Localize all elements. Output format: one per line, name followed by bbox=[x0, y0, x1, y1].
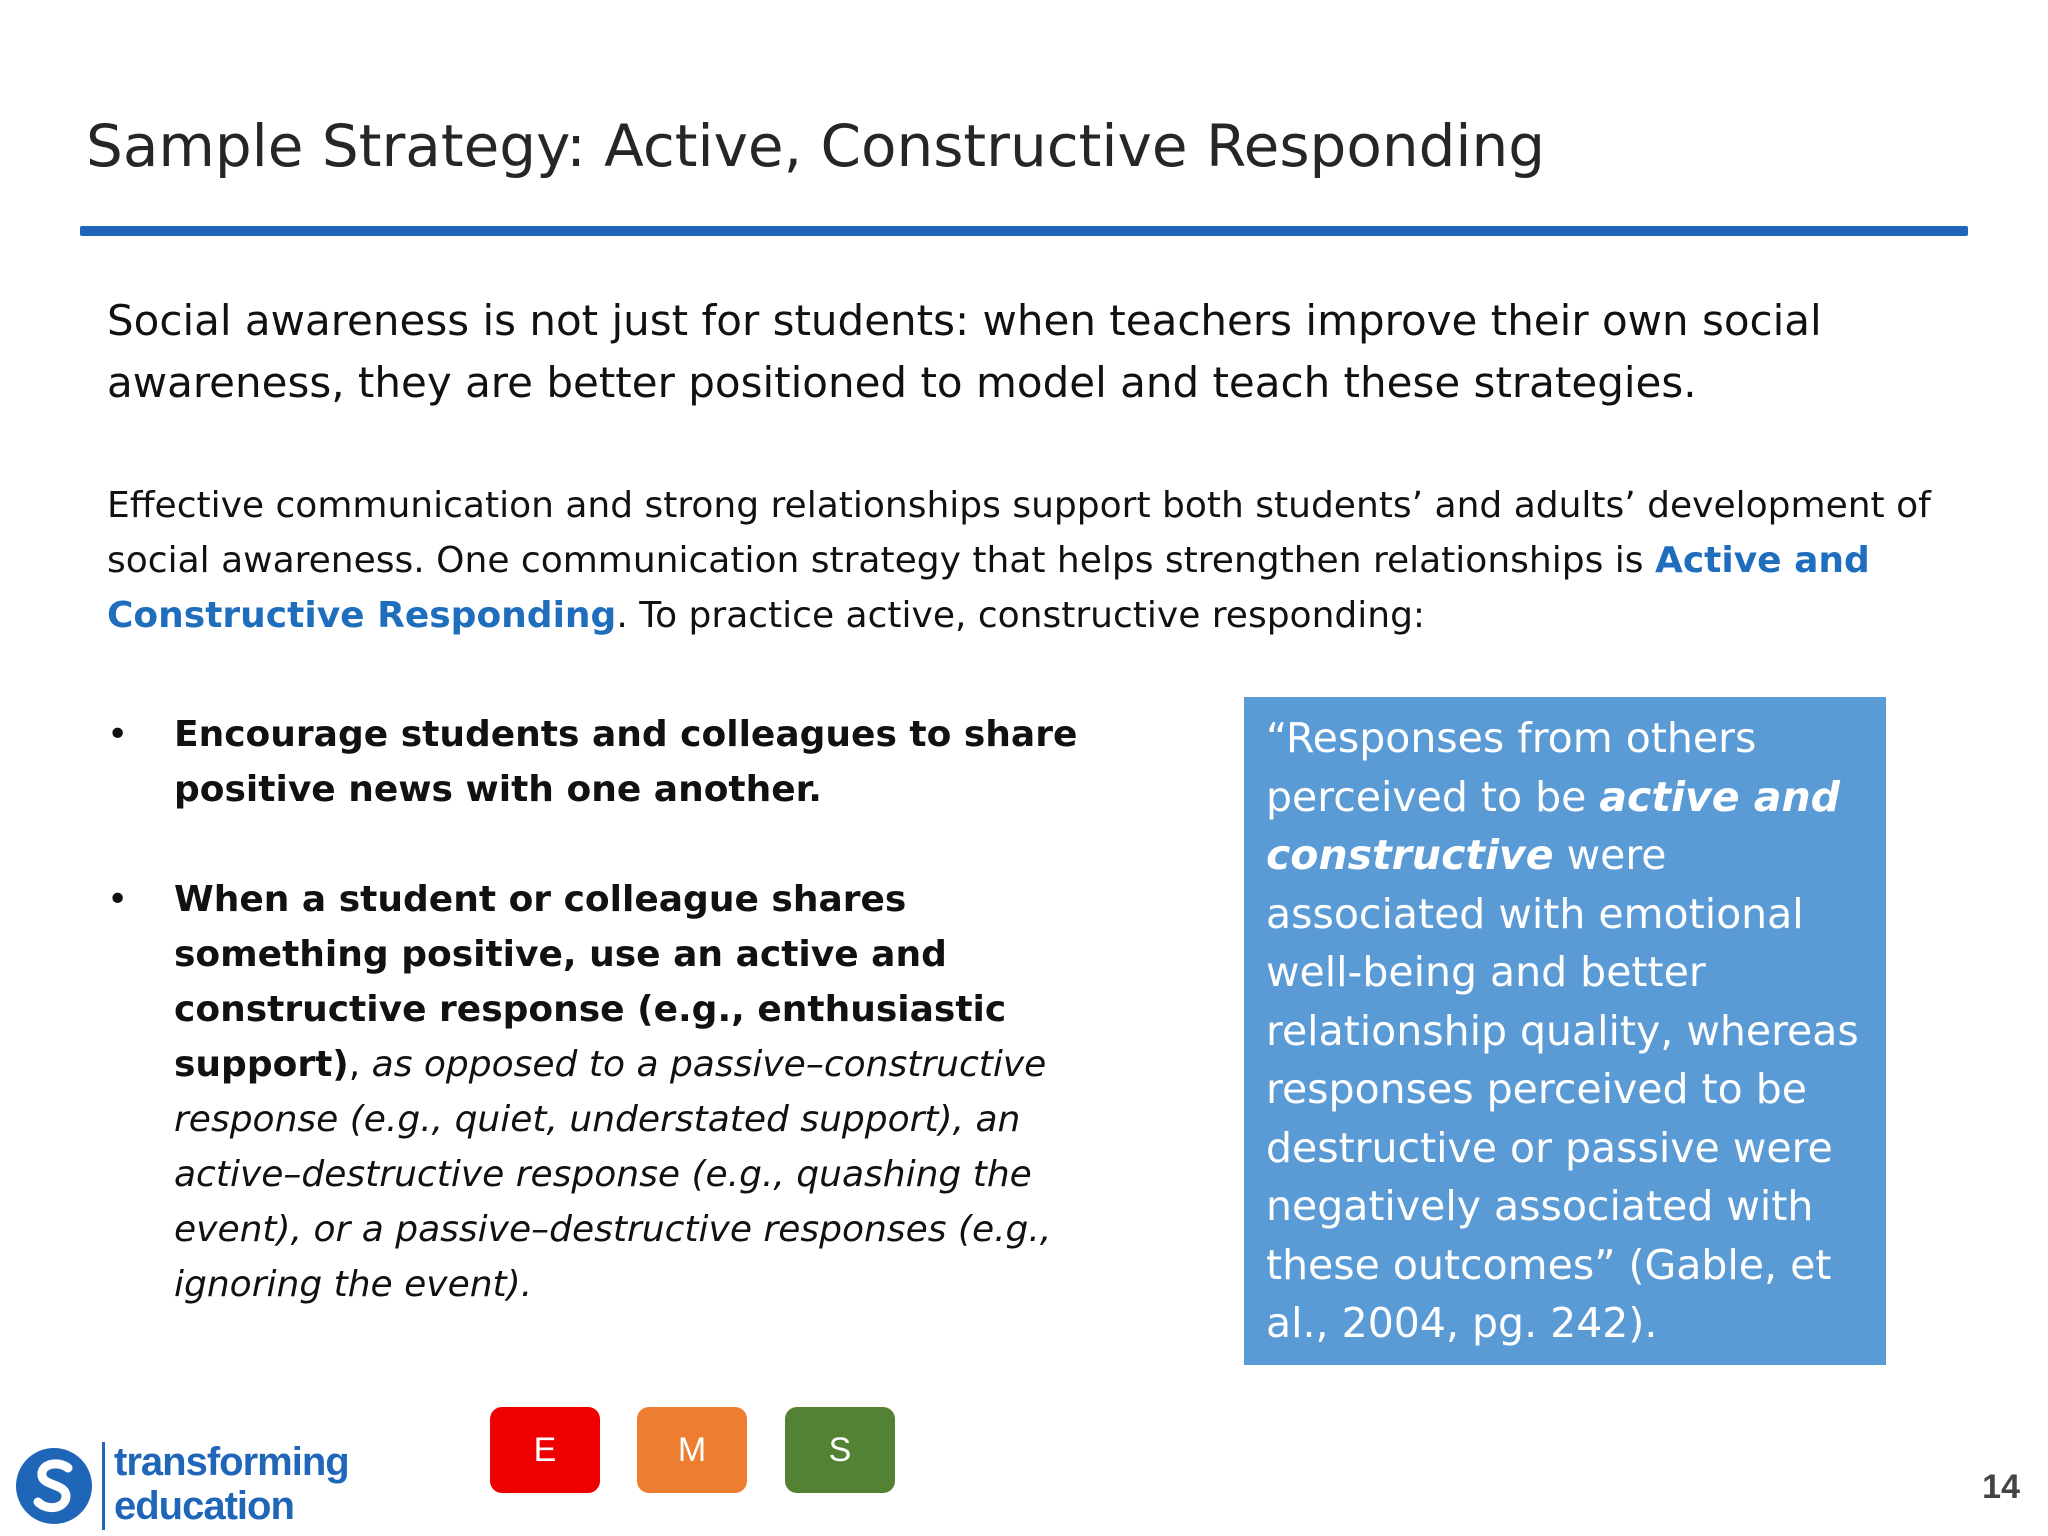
slide-title: Sample Strategy: Active, Constructive Responding bbox=[86, 112, 1546, 180]
intro-paragraph: Social awareness is not just for students: when teachers improve their own social awareness, they are better positioned to model and teach these strategies. bbox=[107, 296, 1822, 407]
logo-s-icon bbox=[14, 1440, 94, 1532]
bullet-item-share-news bbox=[107, 707, 1107, 817]
level-badge-elementary bbox=[490, 1407, 600, 1493]
level-badge-label: E bbox=[533, 1430, 557, 1469]
bullet-item-active-response bbox=[107, 872, 1107, 1312]
transforming-education-logo bbox=[14, 1440, 374, 1532]
bullet-marker: • bbox=[107, 714, 129, 755]
bullet-marker: • bbox=[107, 879, 129, 920]
bullet-italic-text: as opposed to a passive–constructive response (e.g., quiet, understated support), an active–destructive response (e.g., quashing the event), or a passive–destructive responses (e.g., ignoring the event). bbox=[174, 1044, 1052, 1305]
level-badge-label: S bbox=[828, 1430, 852, 1469]
quote-emphasis: active and constructive bbox=[1266, 772, 1841, 879]
level-badge-label: M bbox=[677, 1430, 707, 1469]
logo-divider bbox=[102, 1442, 105, 1530]
bullet-bold-text: Encourage students and colleagues to share positive news with one another. bbox=[174, 714, 1078, 810]
body-text-part1: Effective communication and strong relationships support both students’ and adults’ development of social awareness. One communication strategy that helps strengthen relationships is bbox=[107, 485, 1931, 581]
page-number: 14 bbox=[1982, 1468, 2020, 1506]
bullet-bold-text: When a student or colleague shares something positive, use an active and constructive response (e.g., enthusiastic support) bbox=[174, 879, 1007, 1085]
quote-text-part2: were associated with emotional well-being and better relationship quality, whereas responses perceived to be destructive or passive were negatively associated with these outcomes” (Gable, et al., 2004, pg. 242). bbox=[1266, 831, 1859, 1347]
body-paragraph bbox=[107, 478, 2007, 643]
title-underline bbox=[80, 226, 1968, 236]
bullet-separator: , bbox=[348, 1044, 372, 1085]
level-badge-middle bbox=[637, 1407, 747, 1493]
strategy-name-highlight: Active and Constructive Responding bbox=[107, 540, 1870, 636]
body-text-part2: . To practice active, constructive responding: bbox=[616, 595, 1426, 636]
research-quote-box bbox=[1244, 697, 1886, 1365]
quote-text-part1: “Responses from others perceived to be bbox=[1266, 714, 1757, 821]
strategy-bullet-list bbox=[107, 707, 1107, 1367]
logo-text-line2: education bbox=[114, 1484, 294, 1528]
logo-text-line1: transforming bbox=[114, 1440, 349, 1484]
level-badge-secondary bbox=[785, 1407, 895, 1493]
